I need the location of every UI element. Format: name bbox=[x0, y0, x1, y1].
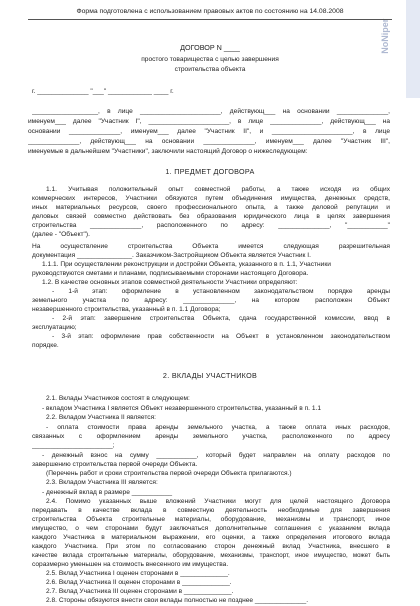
preamble-line: именуемые в дальнейшем "Участники", заключили настоящий Договор о нижеследующем: bbox=[28, 148, 308, 155]
paragraph-line: 2.5. Вклад Участника I оценен сторонами в _____________. bbox=[46, 570, 230, 577]
paragraph-line: - денежный вклад в размере ___________ bbox=[42, 489, 173, 496]
paragraph-line: (Перечень работ и сроки строительства первой очереди Объекта прилагаются.) bbox=[46, 470, 292, 477]
paragraph-line: иных материальных ресурсов, своего профессионального опыта, а также деловой репутации и bbox=[32, 204, 390, 211]
paragraph-line: На осуществление строительства Объекта имеется следующая разрешительная bbox=[32, 243, 390, 250]
paragraph-line: ______________________; bbox=[32, 442, 115, 449]
paragraph-line: - вкладом Участника I является Объект незавершенного строительства, указанный в п. 1.1 bbox=[42, 405, 321, 412]
paragraph-line: 2.8. Стороны обязуются внести свои вклады полностью не позднее ______________. bbox=[46, 597, 309, 604]
paragraph-line: передавать в качестве вклада в совместную деятельность необходимые для завершения bbox=[32, 507, 390, 514]
contract-subtitle-1: простого товарищества с целью завершения bbox=[141, 56, 279, 63]
paragraph-line: 1.1. Учитывая положительный опыт совместной работы, а также исходя из общих bbox=[46, 186, 390, 193]
paragraph-line: имущество, о чем сторонами будут заключаться дополнительные соглашения с указанием вклада bbox=[32, 525, 390, 532]
section-2-heading: 2. ВКЛАДЫ УЧАСТНИКОВ bbox=[162, 371, 258, 380]
paragraph-line: 2.3. Вкладом Участника III является: bbox=[46, 479, 158, 486]
paragraph-line: строительства Объекта строительные материалы, оборудование, механизмы и транспорт, иное bbox=[32, 516, 390, 523]
paragraph-line: каждого Участника в материальном выражении, его оценки, а также определения итогового вклада bbox=[32, 534, 390, 541]
watermark-logo bbox=[380, 2, 418, 82]
paragraph-line: связанных с оформлением аренды земельного участка, расположенного по адресу bbox=[32, 433, 390, 440]
paragraph-line: (далее - "Объект"). bbox=[32, 231, 90, 238]
paragraph-line: руководствуются сметами и планами, подписываемыми сторонами настоящего Договора. bbox=[32, 270, 309, 277]
top-divider bbox=[28, 19, 392, 20]
watermark-text: NoNiper bbox=[380, 18, 391, 54]
contract-subtitle-2: строительства объекта bbox=[174, 66, 246, 73]
city-date-line: г. ______________ "___" ____________ ____ г. bbox=[32, 88, 174, 95]
preamble-line: __________________, в лице ______________________, действующ___ на основании ______________, bbox=[32, 108, 390, 115]
preamble-line: именуем___ далее "Участник I", ______________________, в лице ______________, действующ___ на bbox=[28, 118, 390, 125]
paragraph-line: документация _______________. Заказчиком-Застройщиком Объекта является Участник I. bbox=[32, 252, 311, 259]
contract-title: ДОГОВОР N ____ bbox=[180, 43, 240, 52]
paragraph-line: - денежный взнос на сумму ___________, который будет направлен на оплату расходов по bbox=[42, 452, 390, 459]
paragraph-line: - оплата стоимости права аренды земельного участка, а также оплата иных расходов, bbox=[46, 424, 390, 431]
paragraph-line: - 2-й этап: завершение строительства Объекта, сдача государственной комиссии, ввод в bbox=[52, 315, 390, 322]
paragraph-line: 1.2. В качестве основных этапов совместной деятельности Участники определяют: bbox=[42, 279, 298, 286]
paragraph-line: каждого Участника. При этом по согласованию сторон денежный вклад Участника, внесшего в bbox=[32, 543, 390, 550]
paragraph-line: 2.6. Вклад Участника II оценен сторонами в _____________. bbox=[46, 579, 232, 586]
preamble-line: основании ______________, именуем___ далее "Участник II", и ______________________, в лице bbox=[28, 128, 390, 135]
paragraph-line: порядке. bbox=[32, 342, 59, 349]
paragraph-line: незавершенного строительства, указанный в п. 1.1 Договора; bbox=[32, 306, 221, 313]
paragraph-line: эксплуатацию; bbox=[32, 324, 77, 331]
paragraph-line: 2.4. Помимо указанных выше вложений Участники могут для целей настоящего Договора bbox=[46, 498, 390, 505]
paragraph-line: земельного участка по адресу: ______________, на котором расположен Объект bbox=[32, 297, 390, 304]
paragraph-line: соразмерно уменьшен на стоимость внесенного им имущества. bbox=[32, 561, 229, 568]
paragraph-line: 2.2. Вкладом Участника II является: bbox=[46, 414, 156, 421]
paragraph-line: качестве вклада строительные материалы, оборудование, механизмы, транспорт, иное имущество, может быть bbox=[32, 552, 390, 559]
paragraph-line: деловых связей совместно действовать без образования юридического лица в целях завершения bbox=[32, 213, 390, 220]
paragraph-line: - 3-й этап: оформление прав собственности на Объект в установленном законодательством bbox=[52, 333, 390, 340]
paragraph-line: коммерческих интересов, Участники обязуются путем объединения имущества, денежных средств, bbox=[32, 195, 390, 202]
section-1-heading: 1. ПРЕДМЕТ ДОГОВОРА bbox=[165, 167, 255, 176]
paragraph-line: 2.1. Вклады Участников состоят в следующем: bbox=[46, 395, 190, 402]
form-note: Форма подготовлена с использованием правовых актов по состоянию на 14.08.2008 bbox=[76, 8, 344, 15]
paragraph-line: завершению строительства первой очереди Объекта. bbox=[32, 461, 198, 468]
preamble-line: ______________, действующ___ на основании ______________, именуем___ далее "Участник III", bbox=[28, 138, 390, 145]
paragraph-line: 2.7. Вклад Участника III оценен сторонами в _____________. bbox=[46, 588, 234, 595]
paragraph-line: - 1-й этап: оформление в установленном законодательством порядке аренды bbox=[52, 288, 390, 295]
paragraph-line: строительства ______________, расположенного по адресу: ______________, "___________" bbox=[32, 222, 390, 229]
paragraph-line: 1.1.1. При осуществлении реконструкции и достройки Объекта, указанного в п. 1.1, Участники bbox=[42, 261, 331, 268]
